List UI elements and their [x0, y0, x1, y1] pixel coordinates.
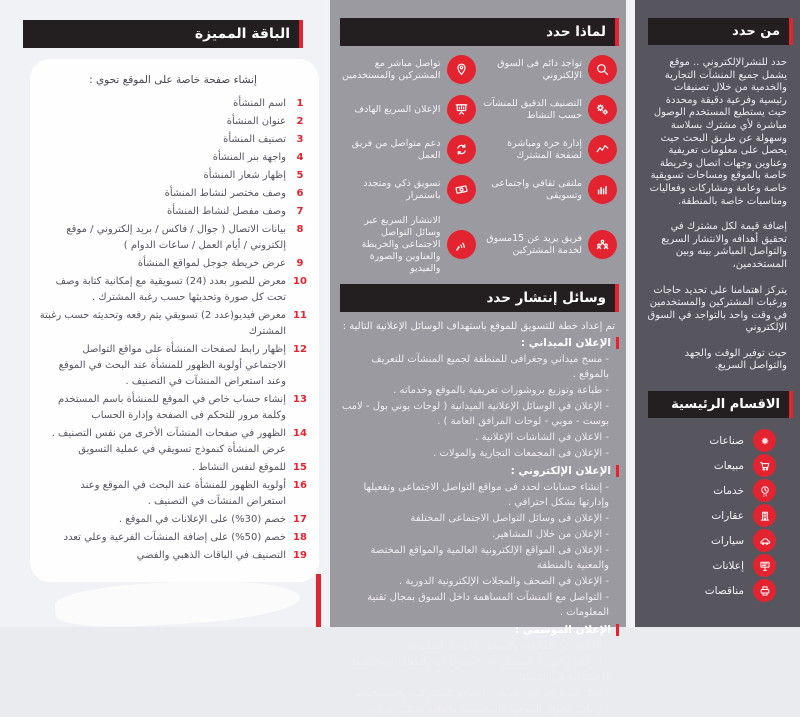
building-icon	[753, 504, 776, 527]
item-text: واجهة بنر المنشأة	[212, 152, 286, 163]
broadcast-icon	[447, 230, 476, 259]
car-icon	[753, 529, 776, 552]
section-label: سيارات	[710, 534, 744, 547]
spread-group-heading	[340, 337, 619, 349]
item-text: وصف مختصر لنشاط المنشأة	[164, 188, 286, 199]
cart-icon	[753, 454, 776, 477]
spread-group-heading	[340, 465, 619, 477]
spread-bullet: - رسائل الجوال الموجهه والمخصصة والعامة بشكل دوري .	[368, 704, 609, 716]
item-number: 19	[293, 550, 307, 561]
package-item	[39, 222, 307, 254]
section-item-سيارات	[643, 529, 776, 552]
red-divider-bar	[316, 574, 321, 627]
item-text: معرض فيديو(عدد 2) تسويقي يتم رفعه وتحديثه حسب رغبتة المشترك	[39, 310, 286, 337]
search-icon	[588, 55, 617, 84]
barchart-icon	[588, 175, 617, 204]
package-item	[39, 548, 307, 564]
spread-bullet: - الإعلان فى المواقع الإلكترونية العالمية والمواقع المختصة والمعنية بالمنطقة	[370, 545, 609, 572]
package-intro: إنشاء صفحة خاصة على الموقع تحوي :	[89, 74, 257, 86]
item-text: إظهار رابط لصفحات المنشأة على مواقع التواصل الاجتماعي أولوية الظهور للمنشأة عند البحث في الموقع وعند استعراض المنشآت في التصنيف .	[58, 344, 286, 387]
package-item	[39, 308, 307, 340]
feature-text: تواصل مباشر مع المشتركين والمستخدمين	[341, 57, 441, 81]
feature-item	[340, 175, 476, 204]
feature-item	[482, 175, 618, 204]
package-item	[39, 478, 307, 510]
feature-item	[340, 55, 476, 84]
package-item	[39, 460, 307, 476]
about-panel	[635, 0, 800, 627]
package-item	[39, 204, 307, 220]
package-item	[39, 168, 307, 184]
package-item	[39, 342, 307, 390]
red-accent-bar	[789, 18, 793, 45]
feature-text: الانتشار السريع عبر وسائل التواصل الاجتماعى والخريطة والعناوين والصورة والفيديو	[361, 215, 441, 274]
team-icon	[588, 230, 617, 259]
feature-item	[482, 55, 618, 84]
section-label: إعلانات	[712, 559, 744, 572]
spread-groups	[340, 337, 619, 717]
item-text: معرض للصور بعدد (24) تسويقية مع إمكانية كتابة وصف تحت كل صورة وتحديثها حسب رغبة المشترك .	[55, 276, 286, 303]
section-label: مبيعات	[713, 459, 744, 472]
package-item	[39, 426, 307, 458]
package-list	[39, 96, 307, 564]
feature-item	[340, 95, 476, 124]
why-features-grid	[340, 55, 617, 274]
spread-header	[340, 284, 619, 312]
section-item-صناعات	[643, 429, 776, 452]
spread-intro: تم إعداد خطة للتسويق للموقع باستهداف الوسائل الإعلانية التالية :	[342, 321, 615, 333]
item-number: 5	[296, 170, 304, 181]
about-header	[648, 18, 793, 45]
package-item	[39, 530, 307, 546]
spread-bullet: - عمل فيديو إخراجي تعريفي بالموقع للمشتركين والمستخدمين .	[344, 688, 609, 700]
red-tick	[616, 465, 619, 477]
item-number: 1	[296, 98, 304, 109]
spread-bullet: - الإعلان فى وسائل التواصل الاجتماعى المختلفة	[410, 513, 609, 525]
spread-bullet: - طباعة وتوزيع بروشورات تعريفية بالموقع وخدماته .	[393, 385, 609, 397]
gear-icon	[753, 429, 776, 452]
feature-text: فريق يزيد عن 15مسوق لخدمة المشتركين	[486, 232, 582, 256]
item-text: للموقع لنفس النشاط .	[191, 462, 286, 473]
spread-title: وسائل إنتشار حدد	[486, 290, 606, 307]
about-title: من حدد	[732, 24, 780, 39]
package-item	[39, 150, 307, 166]
section-label: خدمات	[713, 484, 744, 497]
feature-item	[340, 215, 476, 274]
board-icon	[447, 95, 476, 124]
item-text: اسم المنشأة	[233, 98, 286, 109]
item-text: خصم (30%) على الإعلانات في الموقع .	[118, 514, 286, 525]
item-number: 11	[293, 310, 307, 321]
item-text: تصنيف المنشأة	[223, 134, 286, 145]
item-text: عنوان المنشأة	[226, 116, 286, 127]
item-number: 7	[296, 206, 304, 217]
spread-bullet: - الدعاية في المجلات والصحف الدورية المطبوعة	[407, 641, 609, 653]
red-tick	[616, 624, 619, 636]
feature-item	[482, 135, 618, 164]
decorative-smudge	[54, 576, 301, 631]
spread-bullet: - الإعلان في الوسائل الإعلانية الميدانية ( لوحات يوني بول - لامب بوست - موبي - لوحات المرافق العامة ) .	[341, 401, 609, 428]
item-number: 2	[296, 116, 304, 127]
spread-group-heading-text: الإعلان الميداني :	[520, 337, 611, 350]
gears-icon	[588, 95, 617, 124]
section-label: مناقصات	[704, 584, 744, 597]
red-accent-bar	[615, 284, 619, 312]
premium-package-header	[23, 20, 303, 48]
feature-text: التصنيف الدقيق للمنشآت حسب النشاط	[483, 97, 582, 121]
spread-group-heading	[340, 624, 619, 636]
feature-item	[340, 135, 476, 164]
package-item	[39, 114, 307, 130]
item-number: 16	[293, 480, 307, 491]
package-item	[39, 274, 307, 306]
package-item	[39, 186, 307, 202]
main-sections-list	[635, 418, 800, 602]
red-accent-bar	[789, 391, 793, 418]
spread-bullet: - الرعاية والتواجد المستمر في المهرجانات والفعاليات والأنشطة الاجتماعية فى المنطقة	[346, 657, 609, 684]
red-tick	[616, 337, 619, 349]
package-item	[39, 132, 307, 148]
item-number: 6	[296, 188, 304, 199]
feature-text: الإعلان السريع الهادف	[354, 103, 441, 115]
item-number: 13	[293, 394, 307, 405]
package-item	[39, 96, 307, 112]
item-text: خصم (50%) على إضافة المنشآت الفرعية وعلي تعدد	[63, 532, 286, 543]
section-label: عقارات	[711, 509, 744, 522]
why-header	[340, 18, 619, 46]
package-item	[39, 512, 307, 528]
billboard-icon	[753, 554, 776, 577]
item-number: 8	[296, 224, 304, 235]
clock24-icon	[753, 479, 776, 502]
spread-bullet: - التواصل مع المنشآت المساهمة داخل السوق بمجال تقنية المعلومات .	[367, 592, 609, 619]
item-text: إنشاء حساب خاص في الموقع للمنشأة باسم المستخدم وكلمة مرور للتحكم فى الصفحة وإدارة الحساب	[57, 394, 286, 421]
money-icon	[447, 175, 476, 204]
item-number: 17	[293, 514, 307, 525]
item-number: 10	[293, 276, 307, 287]
spread-bullet: - إنشاء حسابات لحدد فى مواقع التواصل الاجتماعى وتفعيلها وإدارتها بشكل احترافي .	[363, 482, 609, 509]
about-paragraph: إضافة قيمة لكل مشترك في تحقيق أهدافه والانتشار السريع والتواصل المباشر بينه وبين المستخدمين،	[661, 221, 787, 270]
section-item-مبيعات	[643, 454, 776, 477]
main-sections-header	[648, 391, 793, 418]
item-text: الظهور في صفحات المنشآت الأخرى من نفس التصنيف . عرض المنشأة كنموذج تسويقي في عملية التسويق	[51, 428, 286, 455]
item-number: 3	[296, 134, 304, 145]
spread-bullet: - الإعلان فى المجمعات التجارية والمولات .	[433, 448, 609, 460]
spread-bullet: - الاعلان في الشاشات الإعلانية .	[475, 432, 609, 444]
item-text: وصف مفصل لنشاط المنشأة	[167, 206, 286, 217]
item-number: 18	[293, 532, 307, 543]
feature-text: دعم متواصل من فريق العمل	[351, 137, 441, 161]
spread-group-heading-text: الإعلان الموسمي :	[514, 624, 611, 637]
package-item	[39, 392, 307, 424]
red-accent-bar	[299, 20, 303, 48]
item-number: 15	[293, 462, 307, 473]
feature-text: تسويق ذكي ومتجدد باستمرار	[363, 177, 441, 201]
linechart-icon	[588, 135, 617, 164]
about-paragraph: حدد للنشرالإلكتروني .. موقع يشمل جميع المنشآت التجارية والخدمية من خلال تصنيفات رئيسية وفرعية دقيقة ومحددة حيث يستطيع المستخدم الوصول مباشرة لأي مشترك بسلاسة وسهولة عن طريق البحث حيث يحصل على معلومات تعريفية وعناوين وجهات اتصال وخريطة خاصة بالموقع ومساحات تسويقية خاصة وعامة ومشاركات وفعاليات ومناسبات خاصة بالمنطقة.	[649, 57, 787, 207]
premium-package-title: الباقة المميزة	[194, 26, 290, 42]
spread-bullet: - الإعلان من خلال المشاهير.	[491, 529, 609, 541]
item-number: 12	[293, 344, 307, 355]
recycle-icon	[447, 135, 476, 164]
section-item-عقارات	[643, 504, 776, 527]
pin-icon	[447, 55, 476, 84]
main-sections-title: الاقسام الرئيسية	[671, 397, 780, 413]
feature-text: ملتقى ثقافي واجتماعى وتسويقى	[491, 177, 582, 201]
feature-item	[482, 215, 618, 274]
printer-icon	[753, 579, 776, 602]
spread-bullet: - مسح ميداني وجغرافى للمنطقة لجميع المنشآت للتعريف بالموقع .	[371, 354, 609, 381]
section-item-إعلانات	[643, 554, 776, 577]
section-label: صناعات	[709, 434, 744, 447]
spread-bullet: - الإعلان في الصحف والمجلات الإلكترونية الدورية .	[399, 576, 609, 588]
item-number: 9	[296, 258, 304, 269]
premium-package-panel	[0, 0, 325, 627]
item-number: 14	[293, 428, 307, 439]
feature-text: إدارة حرة ومباشرة لصفحة المشترك	[507, 137, 582, 161]
package-item	[39, 256, 307, 272]
item-text: عرض خريطة جوجل لمواقع المنشأة	[137, 258, 286, 269]
section-item-خدمات	[643, 479, 776, 502]
item-text: بيانات الاتصال ( جوال / فاكس / بريد إلكتروني / موقع إلكتروني / أيام العمل / ساعات الدوام )	[66, 224, 286, 251]
about-paragraphs	[635, 45, 800, 373]
premium-package-card	[30, 59, 319, 582]
about-paragraph: يتركز اهتمامنا على تحديد حاجات ورغبات المشتركين والمستخدمين في وقت واحد بالتواجد في السوق الإلكتروني	[647, 284, 787, 334]
item-text: أولوية الظهور للمنشأة عند البحث في الموقع وعند استعراض المنشآت في التصنيف .	[80, 480, 286, 507]
red-accent-bar	[615, 18, 619, 46]
item-number: 4	[296, 152, 304, 163]
item-text: التصنيف في الباقات الذهبي والفضي	[136, 550, 286, 561]
spread-group-heading-text: الإعلان الإلكتروني :	[510, 465, 611, 478]
svg-text:24: 24	[762, 492, 767, 497]
feature-item	[482, 95, 618, 124]
why-and-spread-panel	[330, 0, 626, 716]
feature-text: تواجد دائم فى السوق الإلكتروني	[497, 57, 582, 81]
about-paragraph: حيث توفير الوقت والجهد والتواصل السريع.	[684, 347, 787, 372]
why-title: لماذا حدد	[546, 24, 606, 40]
item-text: إظهار شعار المنشأة	[203, 170, 286, 181]
section-item-مناقصات	[643, 579, 776, 602]
